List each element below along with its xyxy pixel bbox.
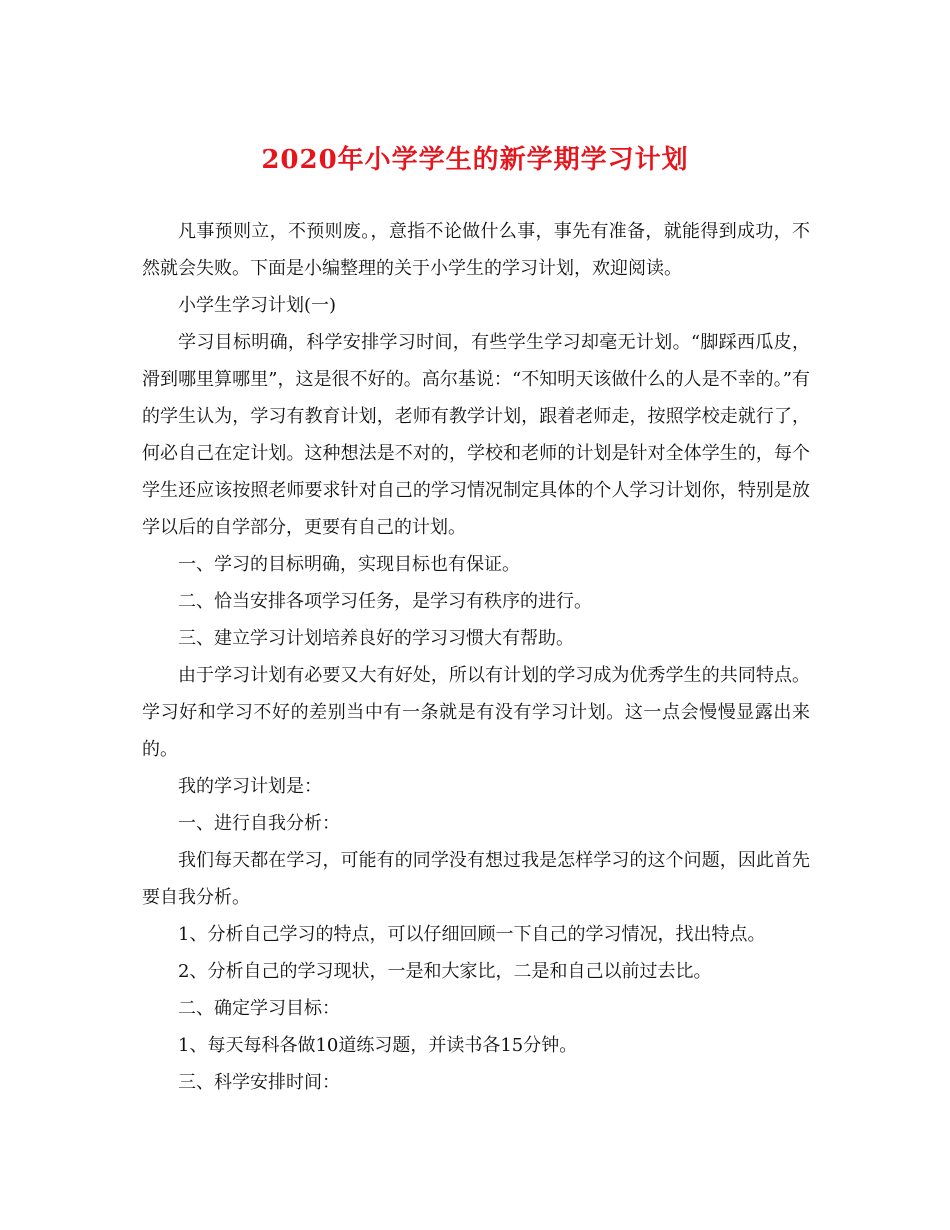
list-item: 1、每天每科各做10道练习题，并读书各15分钟。 <box>178 1035 578 1056</box>
section-heading: 一、进行自我分析： <box>178 813 340 834</box>
paragraph: 学习目标明确，科学安排学习时间，有些学生学习却毫无计划。“脚踩西瓜皮，滑到哪里算哪里”，这是很不好的。高尔基说：“不知明天该做什么的人是不幸的。”有的学生认为，学习有教育计划，老师有教学计划，跟着老师走，按照学校走就行了，何必自己在定计划。这种想法是不对的，学校和老师的计划是针对全体学生的，每个学生还应该按照老师要求针对自己的学习情况制定具体的个人学习计划你，特别是放学以后的自学部分，更要有自己的计划。 <box>142 332 810 538</box>
list-item: 三、建立学习计划培养良好的学习习惯大有帮助。 <box>178 628 574 649</box>
document-title: 2020年小学学生的新学期学习计划 <box>261 145 689 175</box>
list-item: 一、学习的目标明确，实现目标也有保证。 <box>178 554 520 575</box>
paragraph: 我们每天都在学习，可能有的同学没有想过我是怎样学习的这个问题，因此首先要自我分析。 <box>142 850 810 908</box>
section-heading: 二、确定学习目标： <box>178 998 340 1019</box>
list-item: 1、分析自己学习的特点，可以仔细回顾一下自己的学习情况，找出特点。 <box>178 924 766 945</box>
document-body <box>142 213 810 1101</box>
list-item: 2、分析自己的学习现状，一是和大家比，二是和自己以前过去比。 <box>178 961 712 982</box>
section-heading: 三、科学安排时间： <box>178 1072 340 1093</box>
section-heading: 小学生学习计划(一) <box>178 295 337 316</box>
paragraph: 我的学习计划是： <box>178 776 322 797</box>
paragraph: 凡事预则立，不预则废。，意指不论做什么事，事先有准备，就能得到成功，不然就会失败。下面是小编整理的关于小学生的学习计划，欢迎阅读。 <box>142 221 810 279</box>
paragraph: 由于学习计划有必要又大有好处，所以有计划的学习成为优秀学生的共同特点。学习好和学习不好的差别当中有一条就是有没有学习计划。这一点会慢慢显露出来的。 <box>142 665 810 760</box>
list-item: 二、恰当安排各项学习任务，是学习有秩序的进行。 <box>178 591 592 612</box>
